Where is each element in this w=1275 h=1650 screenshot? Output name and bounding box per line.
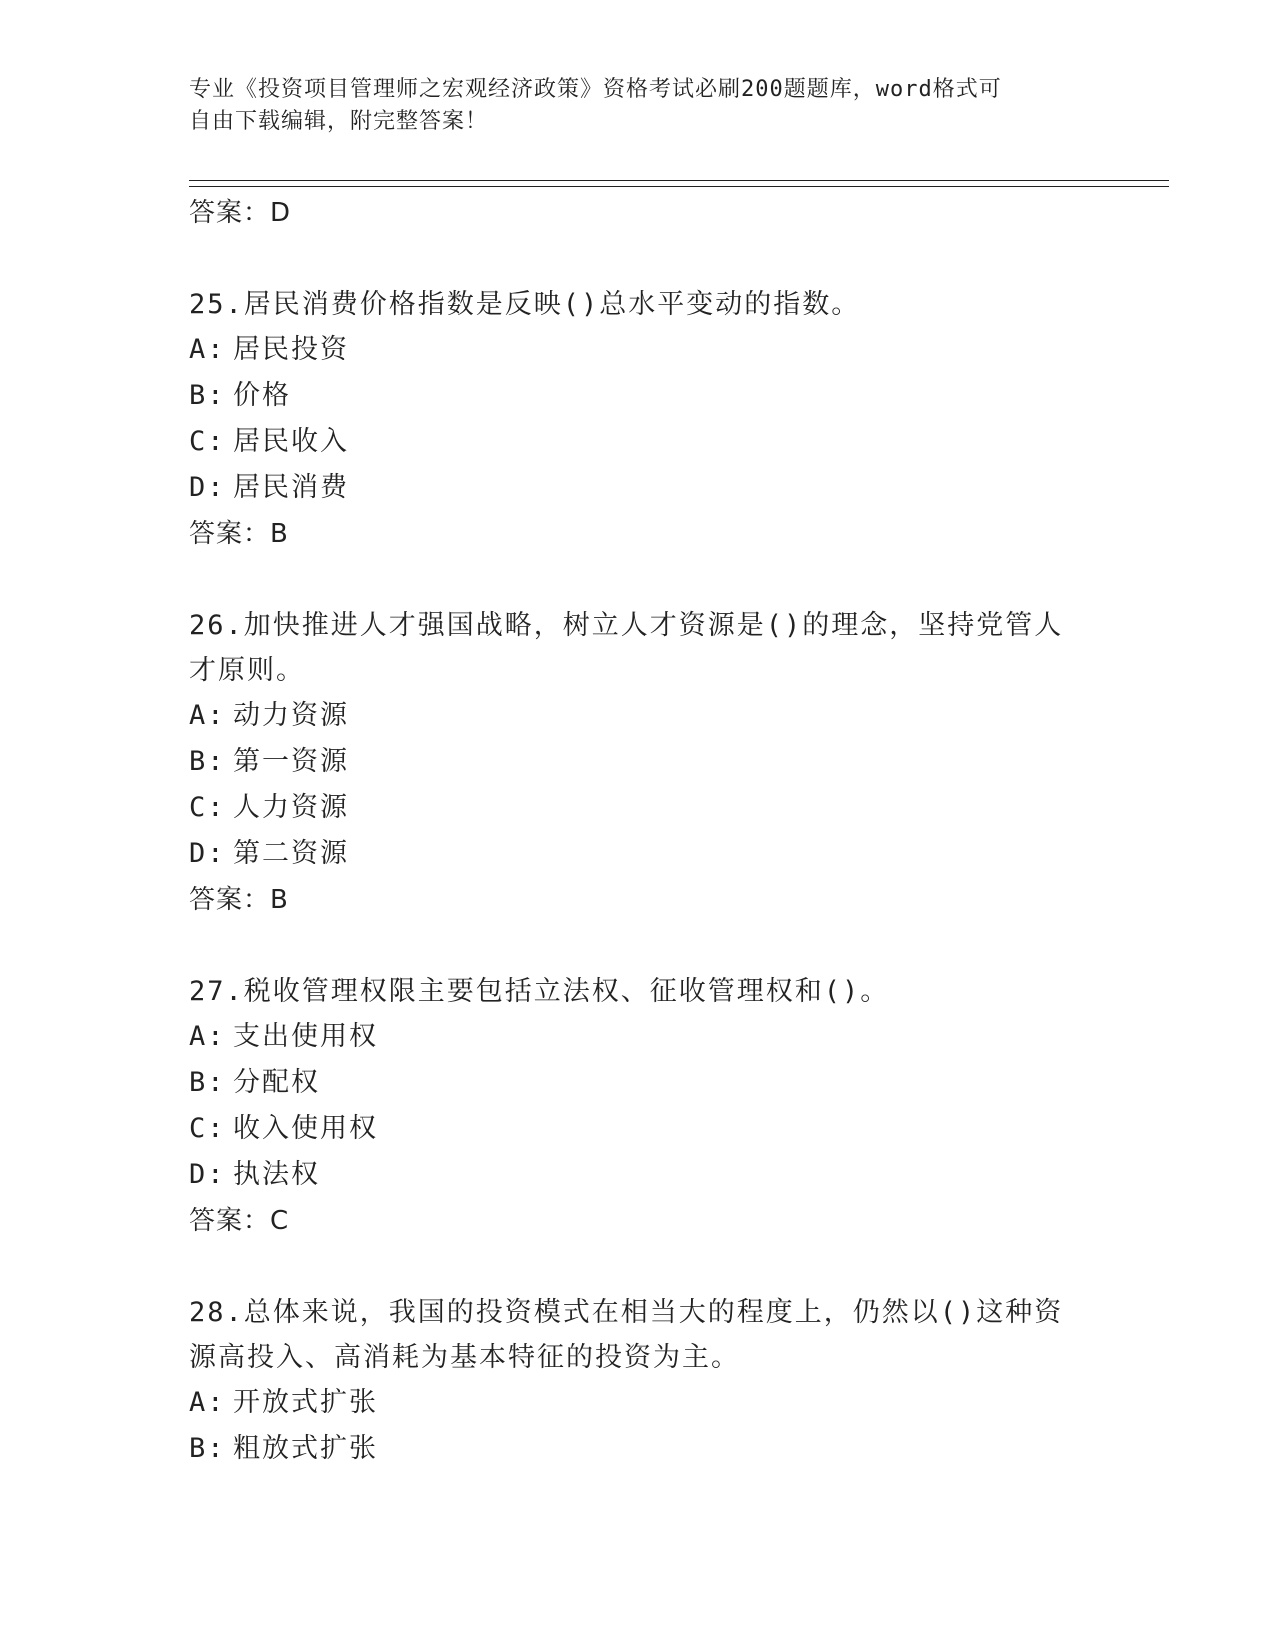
spacer (189, 1244, 1089, 1290)
document-header (189, 74, 1079, 138)
option-text: 分配权 (233, 1067, 320, 1098)
option-text: 执法权 (233, 1159, 320, 1190)
option-text: 粗放式扩张 (233, 1433, 378, 1464)
option-c (189, 785, 1089, 831)
spacer (189, 236, 1089, 282)
question-stem: 25.居民消费价格指数是反映()总水平变动的指数。 (189, 289, 861, 320)
option-text: 第一资源 (233, 746, 349, 777)
option-letter: B: (189, 1067, 226, 1098)
option-letter: B: (189, 380, 226, 411)
option-letter: D: (189, 838, 226, 869)
option-text: 动力资源 (233, 700, 349, 731)
option-text: 居民投资 (233, 334, 349, 365)
answer-line: 答案：B (189, 885, 289, 915)
option-text: 价格 (233, 380, 291, 411)
option-letter: D: (189, 1159, 226, 1190)
option-text: 收入使用权 (233, 1113, 378, 1144)
option-letter: A: (189, 1021, 226, 1052)
option-b (189, 739, 1089, 785)
option-letter: C: (189, 426, 226, 457)
option-letter: D: (189, 472, 226, 503)
option-a (189, 693, 1089, 739)
spacer (189, 557, 1089, 603)
option-letter: A: (189, 1387, 226, 1418)
option-letter: C: (189, 1113, 226, 1144)
option-b (189, 1426, 1089, 1472)
option-letter: C: (189, 792, 226, 823)
option-text: 人力资源 (233, 792, 349, 823)
question-stem: 26.加快推进人才强国战略，树立人才资源是()的理念，坚持党管人才原则。 (189, 610, 1064, 686)
option-b (189, 373, 1089, 419)
option-text: 居民消费 (233, 472, 349, 503)
question-stem: 27.税收管理权限主要包括立法权、征收管理权和()。 (189, 976, 890, 1007)
option-letter: B: (189, 746, 226, 777)
question-block (189, 969, 1089, 1244)
question-stem: 28.总体来说，我国的投资模式在相当大的程度上，仍然以()这种资源高投入、高消耗为基本特征的投资为主。 (189, 1297, 1064, 1373)
option-text: 支出使用权 (233, 1021, 378, 1052)
header-line-1: 专业《投资项目管理师之宏观经济政策》资格考试必刷200题题库，word格式可 (189, 77, 1002, 102)
question-block (189, 282, 1089, 557)
option-text: 居民收入 (233, 426, 349, 457)
option-b (189, 1060, 1089, 1106)
option-c (189, 419, 1089, 465)
option-a (189, 327, 1089, 373)
header-line-2: 自由下载编辑，附完整答案！ (189, 109, 489, 134)
spacer (189, 923, 1089, 969)
question-block (189, 1290, 1089, 1472)
option-letter: A: (189, 334, 226, 365)
answer-line: 答案：B (189, 519, 289, 549)
option-a (189, 1380, 1089, 1426)
header-divider (189, 180, 1169, 187)
option-letter: A: (189, 700, 226, 731)
option-letter: B: (189, 1433, 226, 1464)
previous-answer: 答案：D (189, 198, 292, 228)
option-a (189, 1014, 1089, 1060)
question-list (189, 190, 1089, 1472)
answer-line: 答案：C (189, 1206, 290, 1236)
option-d (189, 831, 1089, 877)
option-d (189, 465, 1089, 511)
question-block (189, 603, 1089, 923)
option-c (189, 1106, 1089, 1152)
option-d (189, 1152, 1089, 1198)
option-text: 第二资源 (233, 838, 349, 869)
option-text: 开放式扩张 (233, 1387, 378, 1418)
